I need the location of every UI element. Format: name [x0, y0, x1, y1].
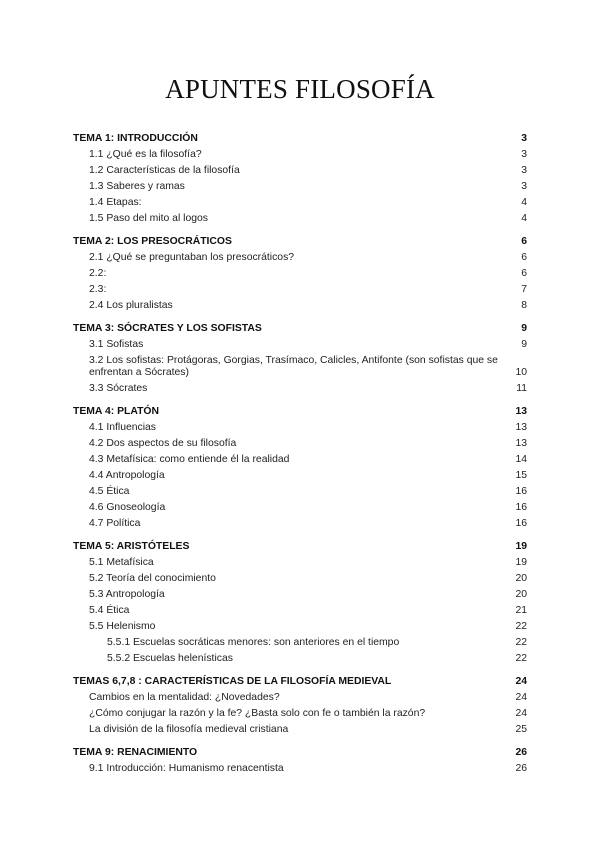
toc-entry-page: 25 [515, 724, 527, 735]
toc-entry[interactable] [73, 635, 527, 651]
toc-entry-label: 5.5 Helenismo [89, 621, 156, 632]
toc-heading-page: 6 [521, 236, 527, 247]
toc-entry-label: 4.5 Ética [89, 486, 130, 497]
toc-entry-label: 1.2 Características de la filosofía [89, 165, 240, 176]
toc-entry-label: 5.4 Ética [89, 605, 130, 616]
toc-entry-page: 13 [515, 422, 527, 433]
toc-entry-page: 24 [515, 708, 527, 719]
toc-section [73, 130, 527, 227]
toc-heading[interactable] [73, 673, 527, 690]
toc-entry-label: Cambios en la mentalidad: ¿Novedades? [89, 692, 280, 703]
toc-entry-label: 1.4 Etapas: [89, 197, 142, 208]
toc-entry-page: 24 [515, 692, 527, 703]
toc-entry[interactable] [73, 651, 527, 667]
toc-entry[interactable] [73, 266, 527, 282]
toc-entry-label: 4.6 Gnoseología [89, 502, 166, 513]
toc-entry-label: 9.1 Introducción: Humanismo renacentista [89, 763, 284, 774]
toc-entry[interactable] [73, 500, 527, 516]
toc-entry-label: 3.2 Los sofistas: Protágoras, Gorgias, Trasímaco, Calicles, Antifonte (son sofistas que se enfrentan a Sócrates) [89, 355, 498, 378]
toc-entry[interactable] [73, 722, 527, 738]
toc-entry[interactable] [73, 337, 527, 353]
toc-entry-page: 22 [515, 653, 527, 664]
toc-heading-page: 19 [515, 541, 527, 552]
toc-entry-page: 7 [521, 284, 527, 295]
toc-entry-label: 5.5.2 Escuelas helenísticas [107, 653, 233, 664]
toc-entry[interactable] [73, 690, 527, 706]
toc-entry[interactable] [73, 420, 527, 436]
toc-entry-label: 1.5 Paso del mito al logos [89, 213, 208, 224]
toc-entry[interactable] [73, 147, 527, 163]
toc-section [73, 233, 527, 314]
toc-entry-page: 20 [515, 573, 527, 584]
toc-entry-label: 3.3 Sócrates [89, 383, 148, 394]
toc-entry[interactable] [73, 163, 527, 179]
toc-heading[interactable] [73, 130, 527, 147]
toc-entry-page: 16 [515, 518, 527, 529]
toc-entry[interactable] [73, 211, 527, 227]
toc-entry[interactable] [73, 484, 527, 500]
toc-heading-page: 26 [515, 747, 527, 758]
toc-entry[interactable] [73, 282, 527, 298]
toc-entry-page: 8 [521, 300, 527, 311]
toc-section [73, 538, 527, 667]
toc-entry-label: 4.4 Antropología [89, 470, 165, 481]
toc-entry[interactable] [73, 555, 527, 571]
toc-entry[interactable] [73, 761, 527, 777]
toc-entry-page: 21 [515, 605, 527, 616]
toc-entry[interactable] [73, 381, 527, 397]
toc-entry-page: 4 [521, 213, 527, 224]
toc-entry-page: 3 [521, 181, 527, 192]
toc-entry-page: 22 [515, 637, 527, 648]
toc-entry-page: 4 [521, 197, 527, 208]
toc-entry-label: La división de la filosofía medieval cristiana [89, 724, 289, 735]
toc-heading-page: 3 [521, 133, 527, 144]
toc-entry-label: 2.1 ¿Qué se preguntaban los presocráticos? [89, 252, 295, 263]
toc-heading-page: 9 [521, 323, 527, 334]
toc-entry-label: 4.3 Metafísica: como entiende él la realidad [89, 454, 290, 465]
toc-entry[interactable] [73, 468, 527, 484]
toc-entry-label: 4.7 Política [89, 518, 141, 529]
toc-entry[interactable] [73, 452, 527, 468]
toc-section [73, 673, 527, 738]
toc-heading-label: TEMAS 6,7,8 : CARACTERÍSTICAS DE LA FILOSOFÍA MEDIEVAL [73, 676, 392, 687]
toc-entry[interactable] [73, 516, 527, 532]
toc-heading-label: TEMA 5: ARISTÓTELES [73, 541, 190, 552]
toc-entry-page: 6 [521, 268, 527, 279]
toc-heading-page: 13 [515, 406, 527, 417]
toc-heading-label: TEMA 2: LOS PRESOCRÁTICOS [73, 236, 232, 247]
table-of-contents [73, 130, 527, 783]
toc-entry[interactable] [73, 195, 527, 211]
toc-heading-label: TEMA 9: RENACIMIENTO [73, 747, 198, 758]
toc-entry-page: 16 [515, 502, 527, 513]
toc-entry-label: 2.3: [89, 284, 107, 295]
toc-entry-page: 16 [515, 486, 527, 497]
toc-heading-label: TEMA 4: PLATÓN [73, 406, 160, 417]
toc-entry-page: 3 [521, 165, 527, 176]
toc-entry-page: 13 [515, 438, 527, 449]
toc-entry-label: 5.2 Teoría del conocimiento [89, 573, 216, 584]
toc-heading-page: 24 [515, 676, 527, 687]
toc-entry-page: 22 [515, 621, 527, 632]
toc-section [73, 403, 527, 532]
toc-heading[interactable] [73, 403, 527, 420]
toc-entry[interactable] [73, 619, 527, 635]
toc-heading-label: TEMA 3: SÓCRATES Y LOS SOFISTAS [73, 323, 262, 334]
toc-entry-page: 6 [521, 252, 527, 263]
toc-entry-label: 2.2: [89, 268, 107, 279]
toc-entry-label: 2.4 Los pluralistas [89, 300, 173, 311]
toc-entry[interactable] [73, 603, 527, 619]
toc-heading[interactable] [73, 744, 527, 761]
toc-entry-label: 1.1 ¿Qué es la filosofía? [89, 149, 202, 160]
toc-entry-page: 26 [515, 763, 527, 774]
toc-section [73, 320, 527, 397]
toc-entry-label: ¿Cómo conjugar la razón y la fe? ¿Basta solo con fe o también la razón? [89, 708, 426, 719]
toc-entry-page: 20 [515, 589, 527, 600]
toc-heading[interactable] [73, 320, 527, 337]
toc-heading[interactable] [73, 233, 527, 250]
toc-entry-label: 5.3 Antropología [89, 589, 165, 600]
toc-entry-label: 5.1 Metafísica [89, 557, 154, 568]
toc-entry-page: 3 [521, 149, 527, 160]
toc-heading[interactable] [73, 538, 527, 555]
toc-entry-page: 11 [516, 383, 527, 394]
toc-entry-label: 1.3 Saberes y ramas [89, 181, 185, 192]
toc-entry-label: 4.2 Dos aspectos de su filosofía [89, 438, 237, 449]
toc-entry-page: 10 [515, 367, 527, 378]
toc-entry[interactable] [73, 179, 527, 195]
toc-entry[interactable] [73, 436, 527, 452]
toc-entry-label: 4.1 Influencias [89, 422, 157, 433]
toc-entry[interactable] [73, 250, 527, 266]
toc-heading-label: TEMA 1: INTRODUCCIÓN [73, 133, 198, 144]
toc-section [73, 744, 527, 777]
toc-entry[interactable] [73, 353, 527, 381]
toc-entry[interactable] [73, 587, 527, 603]
toc-entry[interactable] [73, 298, 527, 314]
toc-entry-page: 15 [515, 470, 527, 481]
toc-entry-page: 14 [515, 454, 527, 465]
toc-entry-label: 3.1 Sofistas [89, 339, 144, 350]
page-title: APUNTES FILOSOFÍA [165, 74, 435, 104]
toc-entry-page: 9 [521, 339, 527, 350]
toc-entry[interactable] [73, 706, 527, 722]
toc-entry-page: 19 [515, 557, 527, 568]
toc-entry-label: 5.5.1 Escuelas socráticas menores: son anteriores en el tiempo [107, 637, 400, 648]
toc-entry[interactable] [73, 571, 527, 587]
